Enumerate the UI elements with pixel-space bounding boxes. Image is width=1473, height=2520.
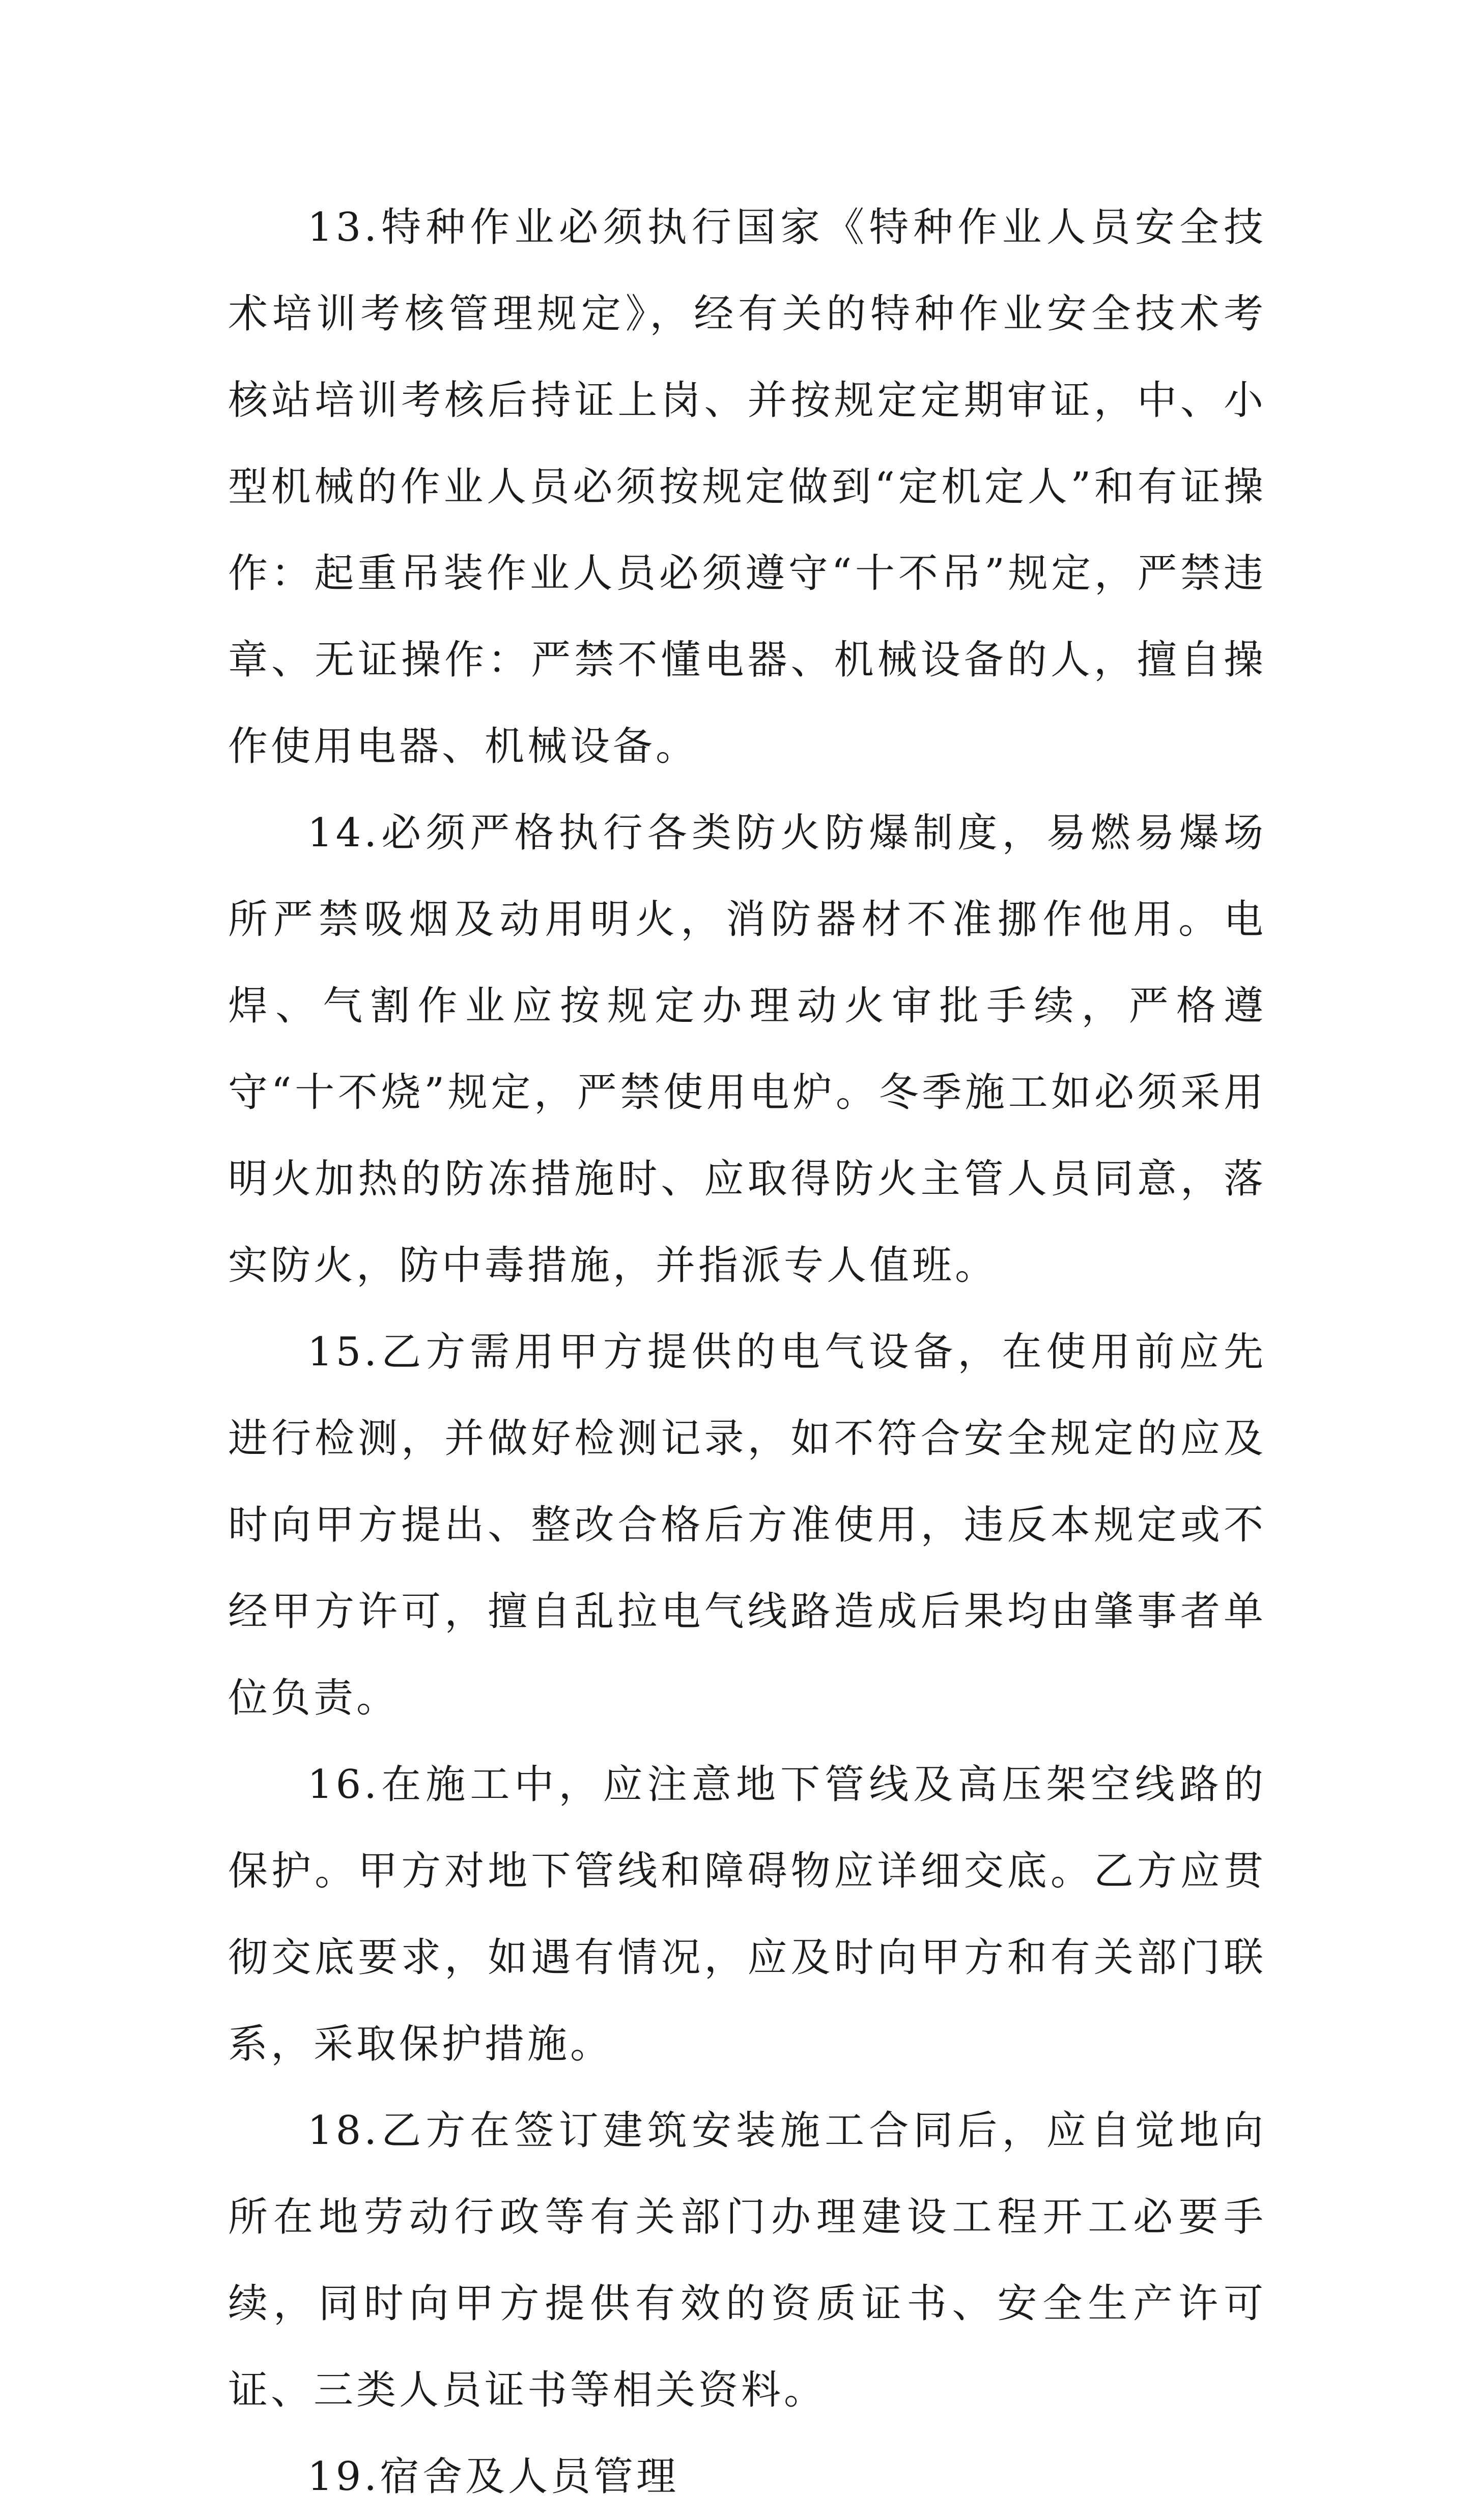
paragraph-14: 14.必须严格执行各类防火防爆制度，易燃易爆场所严禁吸烟及动用明火，消防器材不准挪作他用。电焊、气割作业应按规定办理动火审批手续，严格遵守“十不烧”规定，严禁使用电炉。冬季施工如必须采用明火加热的防冻措施时、应取得防火主管人员同意，落实防火，防中毒措施，并指派专人值班。 bbox=[228, 810, 1266, 1288]
paragraph-15: 15.乙方需用甲方提供的电气设备，在使用前应先进行检测，并做好检测记录，如不符合安全规定的应及时向甲方提出、整改合格后方准使用，违反本规定或不经甲方许可，擅自乱拉电气线路造成后果均由肇事者单位负责。 bbox=[228, 1329, 1266, 1721]
paragraph-18: 18.乙方在签订建筑安装施工合同后，应自觉地向所在地劳动行政等有关部门办理建设工程开工必要手续，同时向甲方提供有效的资质证书、安全生产许可证、三类人员证书等相关资料。 bbox=[228, 2108, 1266, 2413]
paragraph-16: 16.在施工中，应注意地下管线及高压架空线路的保护。甲方对地下管线和障碍物应详细交底。乙方应贯彻交底要求，如遇有情况，应及时向甲方和有关部门联系，采取保护措施。 bbox=[228, 1762, 1266, 2067]
paragraph-13: 13.特种作业必须执行国家《特种作业人员安全技术培训考核管理规定》，经有关的特种作业安全技术考核站培训考核后持证上岗、并按规定定期审证，中、小型机械的作业人员必须按规定做到“定机定人”和有证操作：起重吊装作业人员必须遵守“十不吊”规定，严禁违章、无证操作：严禁不懂电器、机械设备的人，擅自操作使用电器、机械设备。 bbox=[228, 205, 1266, 769]
document-body bbox=[228, 184, 1266, 2520]
paragraph-19: 19.宿舍及人员管理 bbox=[307, 2454, 679, 2500]
